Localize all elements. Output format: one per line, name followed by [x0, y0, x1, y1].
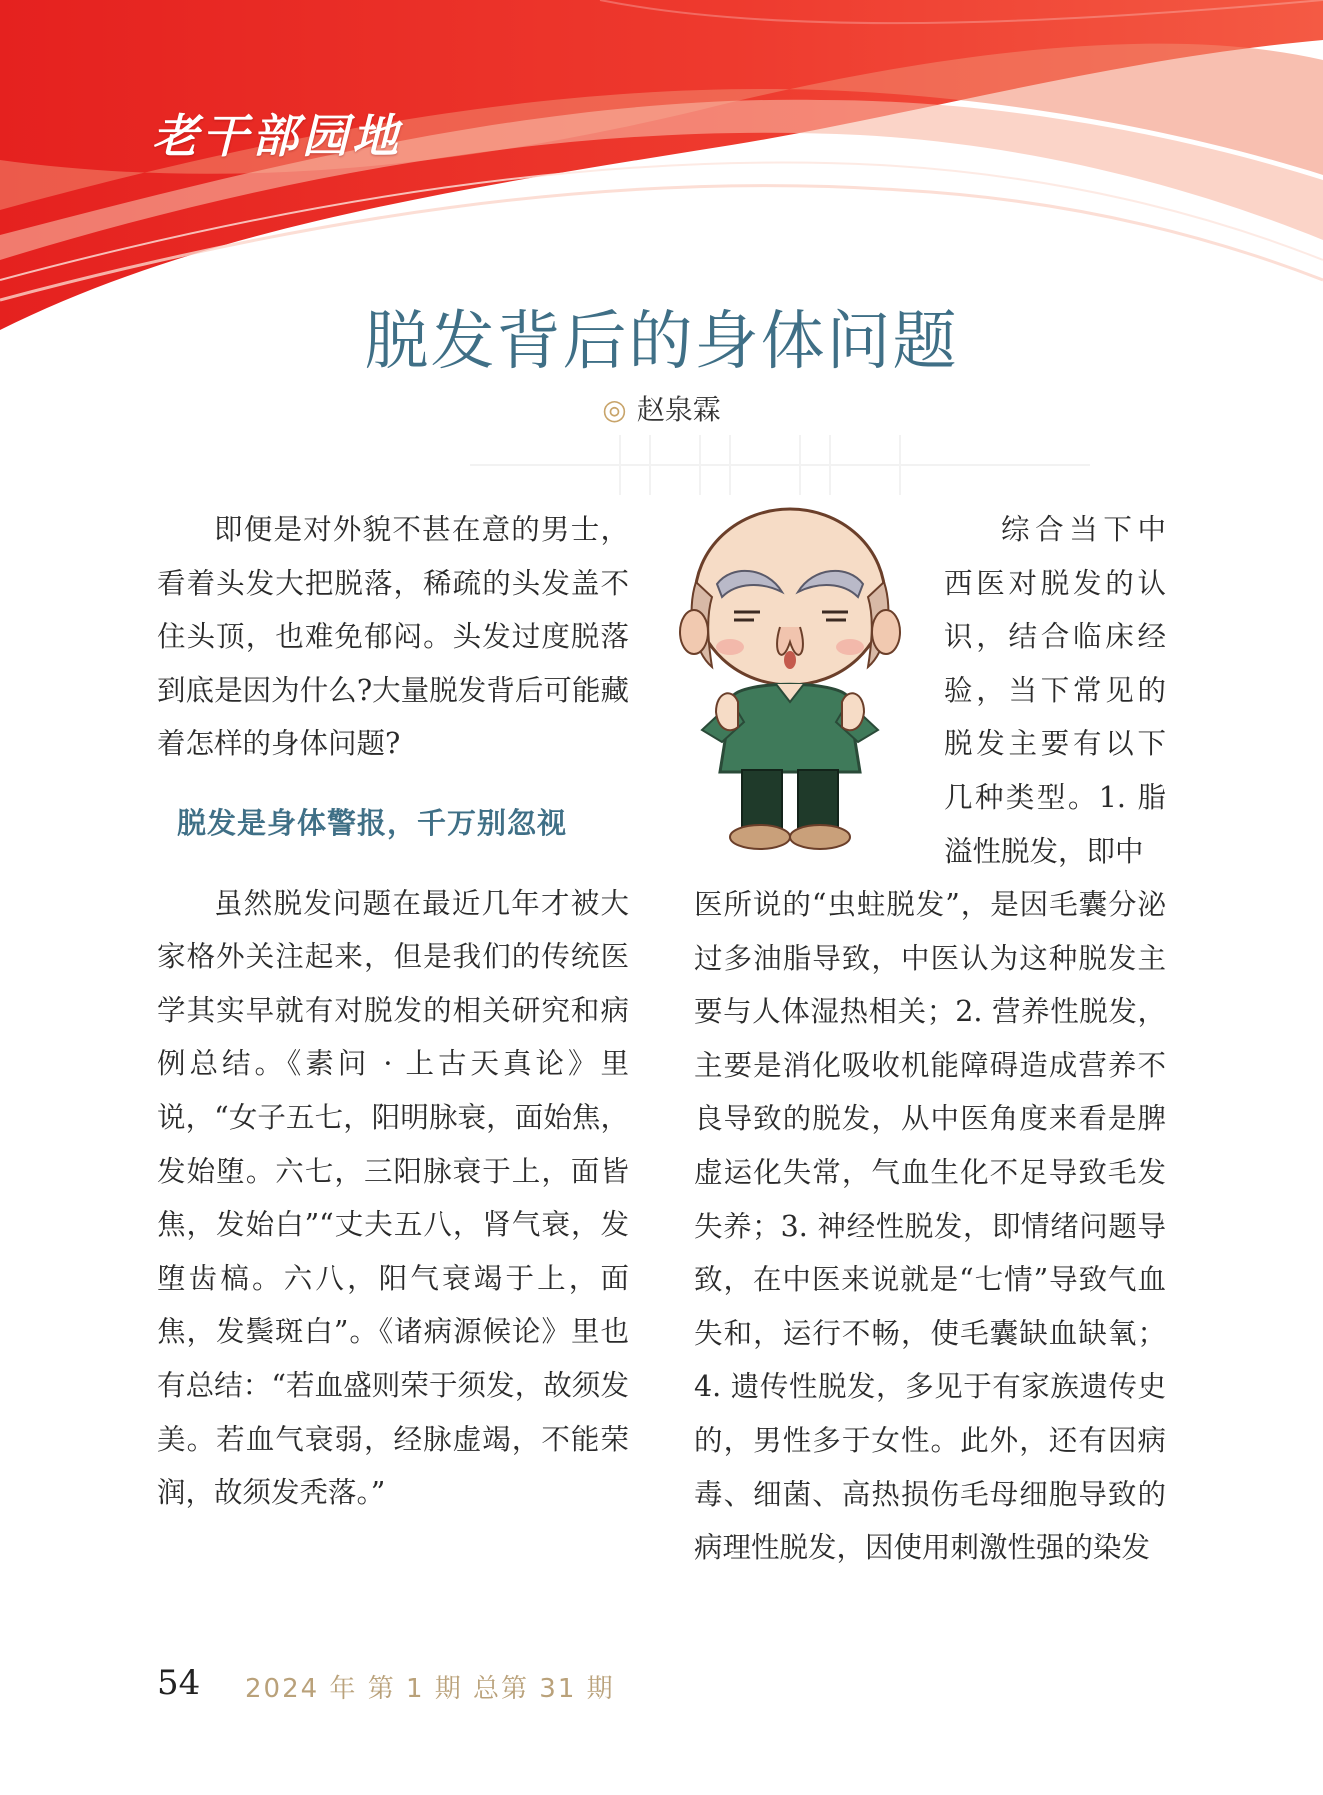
intro-paragraph: 即便是对外貌不甚在意的男士，看着头发大把脱落，稀疏的头发盖不住头顶，也难免郁闷。头发过度脱落到底是因为什么?大量脱发背后可能藏着怎样的身体问题?: [157, 513, 629, 761]
article-title: 脱发背后的身体问题: [364, 305, 959, 379]
byline: [0, 388, 1323, 428]
bald-old-man-cartoon-icon: [672, 502, 908, 854]
right-column-top: [944, 503, 1166, 878]
author-name: 赵泉霖: [636, 393, 721, 426]
body-paragraph-left: 虽然脱发问题在最近几年才被大家格外关注起来，但是我们的传统医学其实早就有对脱发的相关研究和病例总结。《素问 · 上古天真论》里说，“女子五七，阳明脉衰，面始焦，发始堕。六七，三阳脉衰于上，面皆焦，发始白”“丈夫五八，肾气衰，发堕齿槁。六八，阳气衰竭于上，面焦，发鬓斑白”。《诸病源候论》里也有总结：“若血盛则荣于须发，故须发美。若血气衰弱，经脉虚竭，不能荣润，故须发秃落。”: [157, 886, 629, 1510]
page-number: 54: [157, 1663, 201, 1703]
body-paragraph-right-bottom: 医所说的“虫蛀脱发”，是因毛囊分泌过多油脂导致，中医认为这种脱发主要与人体湿热相关；2. 营养性脱发，主要是消化吸收机能障碍造成营养不良导致的脱发，从中医角度来看是脾虚运化失常，气血生化不足导致毛发失养；3. 神经性脱发，即情绪问题导致，在中医来说就是“七情”导致气血失和，运行不畅，使毛囊缺血缺氧；4. 遗传性脱发，多见于有家族遗传史的，男性多于女性。此外，还有因病毒、细菌、高热损伤毛母细胞导致的病理性脱发，因使用刺激性强的染发: [694, 888, 1166, 1565]
masthead-logo: 老干部园地: [152, 109, 402, 163]
body-paragraph-right-top: 综合当下中西医对脱发的认识，结合临床经验，当下常见的脱发主要有以下几种类型。1. 脂溢性脱发，即中: [944, 513, 1166, 868]
section-subheading: 脱发是身体警报，千万别忽视: [177, 805, 568, 840]
right-column-bottom: [694, 878, 1166, 1575]
left-column: [157, 503, 629, 1520]
byline-mark: ◎: [602, 393, 627, 426]
issue-info: 2024 年 第 1 期 总第 31 期: [245, 1674, 615, 1704]
decorative-lines: [470, 430, 1090, 500]
